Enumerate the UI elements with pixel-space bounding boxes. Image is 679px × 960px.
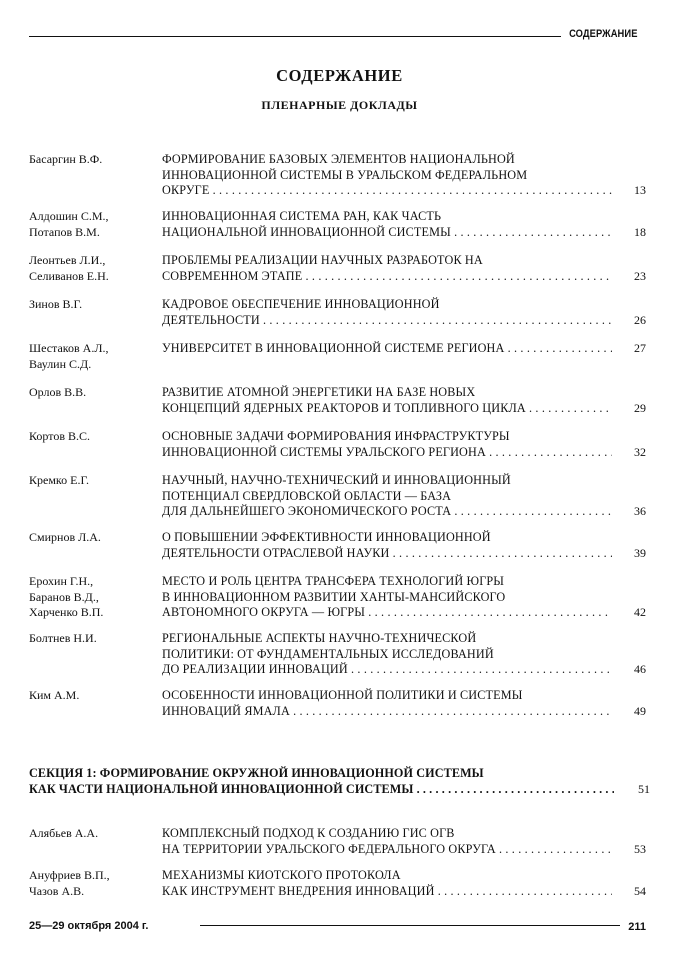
author-name: Харченко В.П. bbox=[29, 605, 104, 619]
entry-title-line: КАДРОВОЕ ОБЕСПЕЧЕНИЕ ИННОВАЦИОННОЙ bbox=[162, 297, 440, 311]
page-number: 27 bbox=[634, 341, 646, 355]
author-name: Ануфриев В.П., bbox=[29, 868, 110, 882]
entry-title-line: МЕСТО И РОЛЬ ЦЕНТРА ТРАНСФЕРА ТЕХНОЛОГИЙ ЮГРЫ bbox=[162, 574, 505, 588]
entry-title-line: ИННОВАЦИОННОЙ СИСТЕМЫ УРАЛЬСКОГО РЕГИОНА . . . bbox=[162, 445, 612, 461]
entry-title-line: ОКРУГЕ . . . bbox=[162, 183, 612, 199]
entry-title-line: ДЕЯТЕЛЬНОСТИ . . . bbox=[162, 313, 612, 329]
entry-title bbox=[162, 473, 612, 520]
entry-title-line: ДЕЯТЕЛЬНОСТИ ОТРАСЛЕВОЙ НАУКИ . . . bbox=[162, 546, 612, 562]
entry-title bbox=[162, 530, 612, 561]
author-name: Смирнов Л.А. bbox=[29, 530, 101, 544]
page-number: 36 bbox=[634, 504, 646, 518]
author-name: Чазов А.В. bbox=[29, 883, 85, 898]
entry-title-line: ПОЛИТИКИ: ОТ ФУНДАМЕНТАЛЬНЫХ ИССЛЕДОВАНИЙ bbox=[162, 646, 494, 661]
entry-title bbox=[162, 868, 612, 899]
entry-title-line: ДЛЯ ДАЛЬНЕЙШЕГО ЭКОНОМИЧЕСКОГО РОСТА . . . bbox=[162, 504, 612, 520]
footer-page-number: 211 bbox=[628, 921, 646, 933]
entry-title bbox=[162, 341, 612, 357]
entry-title-line: СОВРЕМЕННОМ ЭТАПЕ . . . bbox=[162, 269, 612, 285]
page-number: 39 bbox=[634, 545, 646, 560]
entry-authors bbox=[29, 429, 154, 445]
entry-authors bbox=[29, 209, 154, 240]
author-name: Потапов В.М. bbox=[29, 224, 100, 239]
page-number: 13 bbox=[634, 183, 646, 197]
entry-authors bbox=[29, 253, 154, 284]
entry-title-line: ПРОБЛЕМЫ РЕАЛИЗАЦИИ НАУЧНЫХ РАЗРАБОТОК НА bbox=[162, 253, 483, 267]
author-name: Орлов В.В. bbox=[29, 385, 87, 399]
entry-authors bbox=[29, 341, 154, 372]
page-number: 54 bbox=[634, 883, 646, 898]
author-name: Селиванов Е.Н. bbox=[29, 268, 109, 283]
page-number: 53 bbox=[634, 841, 646, 856]
entry-title-line: ИННОВАЦИОННОЙ СИСТЕМЫ В УРАЛЬСКОМ ФЕДЕРАЛЬНОМ bbox=[162, 167, 528, 182]
entry-authors bbox=[29, 297, 154, 313]
author-name: Кортов В.С. bbox=[29, 429, 91, 443]
entry-title bbox=[162, 253, 612, 284]
entry-title bbox=[162, 631, 612, 678]
author-name: Баранов В.Д., bbox=[29, 589, 99, 604]
entry-title-line: ИННОВАЦИЙ ЯМАЛА . . . bbox=[162, 704, 612, 720]
entry-title-line: МЕХАНИЗМЫ КИОТСКОГО ПРОТОКОЛА bbox=[162, 868, 401, 882]
entry-title-line: КОМПЛЕКСНЫЙ ПОДХОД К СОЗДАНИЮ ГИС ОГВ bbox=[162, 826, 455, 840]
entry-authors bbox=[29, 152, 154, 168]
footer-rule bbox=[200, 925, 620, 926]
header-rule bbox=[29, 36, 561, 37]
author-name: Алябьев А.А. bbox=[29, 826, 99, 840]
author-name: Ким А.М. bbox=[29, 688, 80, 702]
entry-title-line: ФОРМИРОВАНИЕ БАЗОВЫХ ЭЛЕМЕНТОВ НАЦИОНАЛЬНОЙ bbox=[162, 152, 515, 166]
page-number: 29 bbox=[634, 400, 646, 415]
author-name: Шестаков А.Л., bbox=[29, 341, 109, 355]
page-number: 18 bbox=[634, 224, 646, 239]
entry-title-line: КОНЦЕПЦИЙ ЯДЕРНЫХ РЕАКТОРОВ И ТОПЛИВНОГО ЦИКЛА . . . bbox=[162, 401, 612, 417]
entry-title bbox=[162, 385, 612, 416]
running-header: СОДЕРЖАНИЕ bbox=[569, 28, 638, 40]
entry-authors bbox=[29, 385, 154, 401]
entry-title-line: УНИВЕРСИТЕТ В ИННОВАЦИОННОЙ СИСТЕМЕ РЕГИОНА . . . bbox=[162, 341, 612, 357]
author-name: Ваулин С.Д. bbox=[29, 356, 92, 371]
entry-authors bbox=[29, 868, 154, 899]
author-name: Болтнев Н.И. bbox=[29, 631, 97, 645]
section-title-line: КАК ЧАСТИ НАЦИОНАЛЬНОЙ ИННОВАЦИОННОЙ СИСТЕМЫ . . . bbox=[29, 782, 614, 798]
page-number: 46 bbox=[634, 662, 646, 676]
entry-title bbox=[162, 826, 612, 857]
entry-authors bbox=[29, 826, 154, 842]
entry-authors bbox=[29, 574, 154, 621]
page-title: СОДЕРЖАНИЕ bbox=[276, 66, 403, 85]
page-number: 23 bbox=[634, 268, 646, 283]
page-number: 26 bbox=[634, 312, 646, 327]
footer-date: 25—29 октября 2004 г. bbox=[29, 920, 149, 932]
entry-title bbox=[162, 152, 612, 199]
entry-title bbox=[162, 688, 612, 719]
toc-section-1[interactable] bbox=[29, 766, 649, 797]
author-name: Кремко Е.Г. bbox=[29, 473, 90, 487]
entry-title bbox=[162, 429, 612, 460]
entry-title-line: РАЗВИТИЕ АТОМНОЙ ЭНЕРГЕТИКИ НА БАЗЕ НОВЫХ bbox=[162, 385, 476, 399]
entry-title bbox=[162, 297, 612, 328]
entry-title-line: НАЦИОНАЛЬНОЙ ИННОВАЦИОННОЙ СИСТЕМЫ . . . bbox=[162, 225, 612, 241]
entry-title-line: ДО РЕАЛИЗАЦИИ ИННОВАЦИЙ . . . bbox=[162, 662, 612, 678]
author-name: Леонтьев Л.И., bbox=[29, 253, 106, 267]
section-1-title bbox=[29, 766, 614, 797]
entry-title-line: РЕГИОНАЛЬНЫЕ АСПЕКТЫ НАУЧНО-ТЕХНИЧЕСКОЙ bbox=[162, 631, 477, 645]
entry-title-line: В ИННОВАЦИОННОМ РАЗВИТИИ ХАНТЫ-МАНСИЙСКОГО bbox=[162, 589, 506, 604]
entry-authors bbox=[29, 530, 154, 546]
page-number: 51 bbox=[638, 781, 650, 796]
author-name: Басаргин В.Ф. bbox=[29, 152, 103, 166]
page-number: 32 bbox=[634, 444, 646, 459]
entry-title bbox=[162, 574, 612, 621]
section-heading-plenary: ПЛЕНАРНЫЕ ДОКЛАДЫ bbox=[261, 98, 418, 112]
entry-authors bbox=[29, 688, 154, 704]
author-name: Алдошин С.М., bbox=[29, 209, 109, 223]
entry-title-line: НАУЧНЫЙ, НАУЧНО-ТЕХНИЧЕСКИЙ И ИННОВАЦИОННЫЙ bbox=[162, 473, 511, 487]
section-title-line: СЕКЦИЯ 1: ФОРМИРОВАНИЕ ОКРУЖНОЙ ИННОВАЦИОННОЙ СИСТЕМЫ bbox=[29, 766, 484, 780]
entry-title bbox=[162, 209, 612, 240]
author-name: Зинов В.Г. bbox=[29, 297, 83, 311]
entry-title-line: КАК ИНСТРУМЕНТ ВНЕДРЕНИЯ ИННОВАЦИЙ . . . bbox=[162, 884, 612, 900]
entry-authors bbox=[29, 473, 154, 489]
entry-title-line: НА ТЕРРИТОРИИ УРАЛЬСКОГО ФЕДЕРАЛЬНОГО ОКРУГА . . . bbox=[162, 842, 612, 858]
entry-title-line: АВТОНОМНОГО ОКРУГА — ЮГРЫ . . . bbox=[162, 605, 612, 621]
entry-title-line: ПОТЕНЦИАЛ СВЕРДЛОВСКОЙ ОБЛАСТИ — БАЗА bbox=[162, 488, 452, 503]
author-name: Ерохин Г.Н., bbox=[29, 574, 94, 588]
page-number: 49 bbox=[634, 703, 646, 718]
entry-authors bbox=[29, 631, 154, 647]
entry-title-line: О ПОВЫШЕНИИ ЭФФЕКТИВНОСТИ ИННОВАЦИОННОЙ bbox=[162, 530, 491, 544]
entry-title-line: ИННОВАЦИОННАЯ СИСТЕМА РАН, КАК ЧАСТЬ bbox=[162, 209, 442, 223]
entry-title-line: ОСОБЕННОСТИ ИННОВАЦИОННОЙ ПОЛИТИКИ И СИСТЕМЫ bbox=[162, 688, 523, 702]
page-number: 42 bbox=[634, 605, 646, 619]
entry-title-line: ОСНОВНЫЕ ЗАДАЧИ ФОРМИРОВАНИЯ ИНФРАСТРУКТУРЫ bbox=[162, 429, 510, 443]
